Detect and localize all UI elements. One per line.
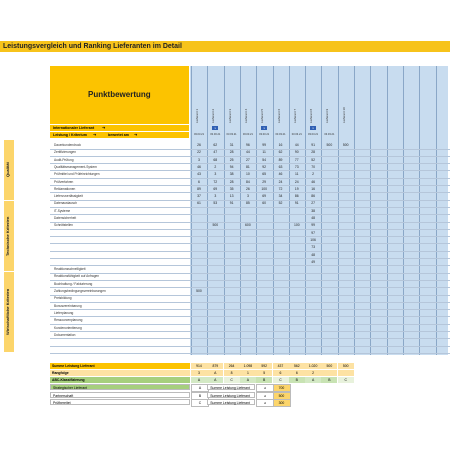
score-cell[interactable]: 26 [197,143,201,147]
score-cell[interactable]: 16 [278,143,283,147]
score-cell[interactable]: 54 [262,157,267,162]
score-cell[interactable]: 6 [198,179,200,184]
score-cell[interactable]: 90 [294,150,299,155]
rangfolge-cell: 5 [256,370,272,376]
score-cell[interactable]: 43 [197,172,201,177]
category-wirtschaftlich: Wirtschaftliche Kriterien [5,288,10,336]
evaluation-date[interactable]: 03.03.21 [291,133,302,136]
abc-label: ABC-Klassifizierung [52,378,85,382]
score-cell[interactable]: 69 [262,194,267,199]
rangfolge-cell: 8 [224,370,240,376]
score-cell[interactable]: 77 [294,157,299,162]
score-cell[interactable]: 99 [262,143,267,147]
grid-line [191,66,192,355]
punktbewertung-label: Punktbewertung [88,90,151,99]
legend-code: B [191,392,209,400]
score-cell[interactable]: 61 [197,201,201,206]
score-cell[interactable]: 86 [311,194,315,199]
legend-code: C [191,399,209,407]
rangfolge-cell [321,370,337,376]
int-lieferant-label: Internationaler Lieferant [53,126,95,130]
score-cell[interactable]: 47 [213,150,218,155]
score-cell[interactable]: 11 [262,150,266,155]
score-cell[interactable]: 72 [213,179,218,184]
score-cell[interactable]: 2 [312,172,315,177]
summe-cell: 914 [191,363,207,369]
international-flag-marker[interactable]: x [261,126,267,130]
international-flag-marker[interactable]: x [310,126,316,130]
grid-line [370,66,371,355]
score-cell[interactable]: 28 [311,150,315,155]
criterion-label: Zertifizierungen [54,150,76,155]
supplier-header[interactable]: Lieferant 10 [341,107,346,123]
score-cell[interactable]: 62 [278,150,283,155]
score-cell[interactable]: 84 [246,179,250,184]
abc-cell: A [240,377,256,383]
legend-code: A [191,384,209,392]
supplier-header[interactable]: Lieferant 6 [276,108,281,123]
score-cell[interactable]: 91 [311,143,315,147]
grid-line [354,66,355,355]
category-qualitaet: Qualität [5,162,10,178]
abc-cell: B [289,377,305,383]
evaluation-date[interactable]: 03.03.21 [259,133,270,136]
legend-operator: ≥ [256,392,274,400]
criterion-label: Prüfmittel und Prüfeinrichtungen [54,172,100,177]
score-cell[interactable]: 96 [246,143,250,147]
criterion-label: Audit-Prüfung [54,157,74,162]
evaluation-date[interactable]: 03.03.21 [210,133,221,136]
legend-operator: ≥ [256,399,274,407]
score-cell[interactable]: 81 [246,164,250,169]
grid-line [338,66,339,355]
criterion-label: Preisbildung [54,296,72,301]
summe-cell: 500 [338,363,354,369]
abc-cell: C [273,377,289,383]
score-cell[interactable]: 89 [197,186,201,191]
score-cell[interactable]: 13 [229,194,234,199]
legend-label: Partnerschaft [50,392,190,398]
rangfolge-cell: 1 [240,370,256,376]
summe-cell: 592 [256,363,272,369]
supplier-header[interactable]: Lieferant 5 [260,108,265,123]
legend-desc: Summe Leistung Lieferant [207,384,255,390]
rangfolge-cell: 2 [305,370,321,376]
arrow-right-icon: ➔ [102,125,106,130]
score-cell[interactable]: 92 [262,164,267,169]
score-cell[interactable]: 10 [246,172,250,177]
supplier-header[interactable]: Lieferant 8 [309,108,314,123]
score-cell[interactable]: 91 [229,201,234,206]
score-cell[interactable]: 72 [278,186,283,191]
supplier-header[interactable]: Lieferant 9 [325,108,330,123]
score-cell[interactable]: 25 [229,157,234,162]
abc-cell: A [305,377,321,383]
arrow-right-icon: ➔ [134,132,138,137]
score-cell[interactable]: 52 [278,201,283,206]
score-cell[interactable]: 35 [229,186,234,191]
summe-cell: 437 [273,363,289,369]
score-cell[interactable]: 60 [262,201,267,206]
rangfolge-row [50,370,190,376]
score-cell[interactable]: 53 [213,201,218,206]
score-cell[interactable]: 24 [294,179,299,184]
grid-line [240,66,241,355]
rangfolge-cell: 6 [273,370,289,376]
score-cell[interactable]: 34 [278,194,283,199]
score-cell[interactable]: 31 [229,143,234,147]
category-technisch: Technische Kriterien [5,216,10,256]
criterion-label: Lieferplanung [54,310,74,315]
score-cell[interactable]: 49 [311,259,315,264]
score-cell[interactable]: 24 [278,179,283,184]
score-cell[interactable]: 44 [246,150,250,155]
score-cell[interactable]: 44 [294,143,299,147]
legend-threshold[interactable]: 500 [273,392,291,400]
score-cell[interactable]: 65 [262,172,267,177]
criterion-label: Bonusvereinbarung [54,303,82,308]
grid-line [273,66,274,355]
score-cell[interactable]: 99 [311,223,315,228]
supplier-header[interactable]: Lieferant 1 [195,108,199,123]
score-cell[interactable]: 27 [311,201,315,206]
abc-cell: B [256,377,272,383]
score-cell[interactable]: 500 [342,143,349,147]
legend-label: Strategischer Lieferant [50,384,190,390]
score-cell[interactable]: 62 [213,143,218,147]
criterion-label: Reaktionsschnelligkeit [54,267,86,272]
supplier-header[interactable]: Lieferant 2 [211,108,216,123]
abc-cell: C [338,377,354,383]
supplier-header[interactable]: Lieferant 7 [292,108,297,123]
grid-line [321,66,322,355]
criterion-label: Reaktionsfähigkeit auf Anfragen [54,274,100,279]
score-cell[interactable]: 3 [198,157,200,162]
score-cell[interactable]: 106 [310,237,316,242]
rangfolge-cell: 6 [289,370,305,376]
criterion-label: IT-Systeme [54,208,71,213]
score-cell[interactable]: 73 [294,164,299,169]
score-cell[interactable]: 16 [311,186,315,191]
criterion-label: Ressourcenplanung [54,318,83,323]
score-cell[interactable]: 3 [246,194,249,199]
grid-line [387,66,388,355]
legend-operator: ≥ [256,384,274,392]
summe-label: Summe Leistung Lieferant [52,364,95,368]
score-cell[interactable]: 38 [229,172,234,177]
criterion-label: Prüfverfahren [54,179,74,184]
rangfolge-cell: A [207,370,223,376]
arrow-right-icon: ➔ [93,132,97,137]
score-cell[interactable]: 73 [311,245,315,250]
criterion-label: Reklamationen [54,186,76,191]
score-cell[interactable]: 19 [294,186,299,191]
grid-line [224,66,225,355]
summe-cell: 879 [207,363,223,369]
legend-label: Prüfbereitet [50,399,190,405]
grid-line [436,66,437,355]
score-cell[interactable]: 37 [197,194,201,199]
score-cell[interactable]: 28 [229,150,234,155]
score-cell[interactable]: 27 [246,157,250,162]
grid-line [207,66,208,355]
bewertet-am-label: bewertet am [108,133,129,137]
evaluation-date[interactable]: 03.03.21 [308,133,319,136]
rangfolge-label: Rangfolge [52,371,69,375]
criterion-label: Buchhaltung / Fakturierung [54,281,93,286]
legend-desc: Summe Leistung Lieferant [207,399,255,405]
score-cell[interactable]: 29 [262,179,267,184]
score-cell[interactable]: 48 [311,252,315,257]
criterion-label: Kundenorientierung [54,325,82,330]
score-cell[interactable]: 500 [212,223,219,228]
evaluation-date[interactable]: 03.03.21 [242,133,253,136]
summe-cell: 264 [224,363,240,369]
summe-cell: 1.020 [305,363,321,369]
abc-cell: A [207,377,223,383]
criterion-label: Dokumentation [54,332,76,337]
grid-line [419,66,420,355]
score-cell[interactable]: 11 [295,172,299,177]
score-cell[interactable]: 3 [214,172,217,177]
score-cell[interactable]: 70 [311,164,315,169]
legend-threshold[interactable]: 300 [273,399,291,407]
score-cell[interactable]: 100 [261,186,268,191]
abc-row [50,377,190,383]
summe-cell: 500 [321,363,337,369]
evaluation-date[interactable]: 03.03.21 [324,133,335,136]
score-cell[interactable]: 600 [245,223,251,228]
summe-cell: 1.098 [240,363,256,369]
criterion-label: Datenaustausch [54,201,78,206]
score-cell[interactable]: 85 [246,201,250,206]
score-cell[interactable]: 22 [197,150,201,155]
score-cell[interactable]: 69 [213,186,218,191]
score-cell[interactable]: 89 [278,157,283,162]
score-cell[interactable]: 38 [311,208,315,213]
score-cell[interactable]: 500 [326,143,333,147]
score-cell[interactable]: 26 [246,186,250,191]
criterion-label: Schnittstellen [54,223,73,228]
score-cell[interactable]: 91 [294,201,299,206]
score-cell[interactable]: 86 [294,194,299,199]
score-cell[interactable]: 94 [229,164,234,169]
legend-threshold[interactable]: 700 [273,384,291,392]
criterion-label: Zahlungsbedingungsvereinbarungen [54,289,106,293]
rangfolge-cell: 3 [191,370,207,376]
score-cell[interactable]: 500 [196,289,202,293]
evaluation-date[interactable]: 03.03.21 [226,133,237,136]
score-cell[interactable]: 68 [213,157,218,162]
criterion-label: Datensicherheit [54,216,77,220]
score-cell[interactable]: 52 [311,157,315,162]
international-flag-marker[interactable]: x [212,126,218,130]
score-cell[interactable]: 46 [197,164,201,169]
supplier-header[interactable]: Lieferant 4 [243,108,248,123]
score-cell[interactable]: 3 [214,194,217,199]
criterion-label: Lieferzuverlässigkeit [54,194,83,199]
kriterium-label: Leistung / Kriterium [53,133,87,137]
score-cell[interactable]: 28 [229,179,234,184]
score-cell[interactable]: 46 [311,179,315,184]
summe-row [50,363,190,369]
sheet-title: Leistungsvergleich und Ranking Lieferanten im Detail [0,41,450,52]
score-cell[interactable]: 46 [278,172,283,177]
evaluation-date[interactable]: 03.03.21 [193,133,205,136]
supplier-header[interactable]: Lieferant 3 [227,108,232,123]
grid-line [256,66,257,355]
abc-cell: C [224,377,240,383]
summe-cell: 562 [289,363,305,369]
score-cell[interactable]: 48 [311,216,315,220]
rangfolge-cell [338,370,354,376]
evaluation-date[interactable]: 03.03.21 [275,133,286,136]
score-cell[interactable]: 97 [311,230,315,235]
abc-cell: B [321,377,337,383]
score-cell[interactable]: 63 [278,164,283,169]
score-cell[interactable]: 2 [214,164,217,169]
grid-line [403,66,404,355]
criterion-label: Dauerkundendruck [54,143,81,147]
score-cell[interactable]: 100 [293,223,300,228]
legend-desc: Summe Leistung Lieferant [207,392,255,398]
criterion-label: Qualitätsmanagement-System [54,164,97,169]
grid-line [289,66,290,355]
abc-cell: A [191,377,207,383]
